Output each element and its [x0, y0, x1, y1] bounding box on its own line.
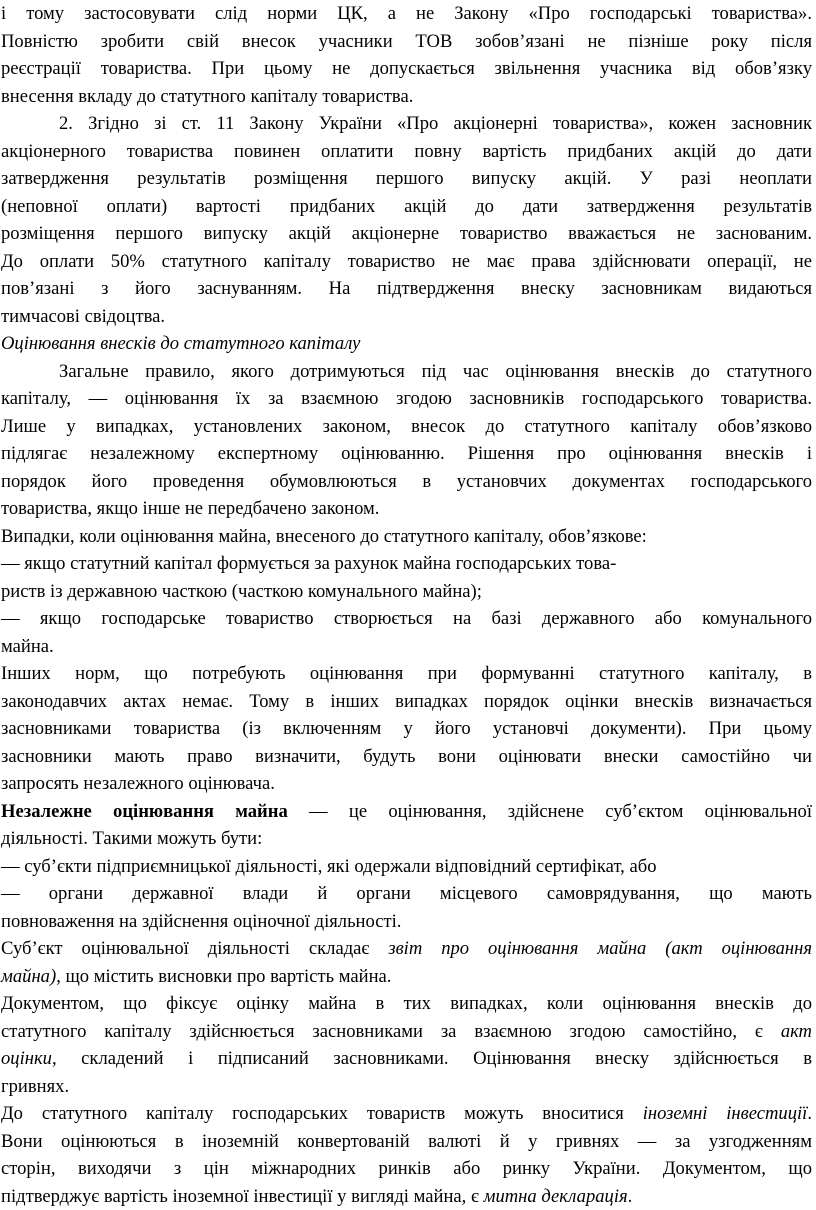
list-item-state-share [1, 550, 812, 605]
italic-term: звіт про оцінювання майна (акт оцінювання [388, 938, 812, 959]
paragraph-other-norms [1, 660, 812, 798]
text-span: статутного капіталу здійснюється засновниками за взаємною згодою самостійно, є [1, 1021, 781, 1042]
text-line: реєстрації товариства. При цьому не допускається звільнення учасника від обов’язку [1, 55, 812, 83]
text-line [1, 1045, 812, 1073]
text-line: засновники мають право визначити, будуть вони оцінювати внески самостійно чи [1, 743, 812, 771]
text-line: тимчасові свідоцтва. [1, 303, 812, 331]
text-span: Суб’єкт оцінювальної діяльності складає [1, 938, 388, 959]
text-line: розміщення першого випуску акцій акціонерне товариство вважається не заснованим. [1, 220, 812, 248]
text-line: — якщо статутний капітал формується за рахунок майна господарських това- [1, 550, 812, 578]
text-line: Загальне правило, якого дотримуються під час оцінювання внесків до статутного [1, 358, 812, 386]
text-span: , складений і підписаний засновниками. Оцінювання внеску здійснюється в [52, 1048, 812, 1069]
text-line: Вони оцінюються в іноземній конвертованій валюті й у гривнях — за узгодженням [1, 1128, 812, 1156]
italic-term: митна декларація [484, 1186, 628, 1207]
bold-term: Незалежне оцінювання майна [1, 801, 288, 822]
text-line: пов’язані з його заснуванням. На підтвердження внеску засновникам видаються [1, 275, 812, 303]
text-line: засновниками товариства (із включенням у його установчі документи). При цьому [1, 715, 812, 743]
list-item-business-entities: — суб’єкти підприємницької діяльності, які одержали відповідний сертифікат, або [1, 853, 812, 881]
text-line: підлягає незалежному експертному оцінюванню. Рішення про оцінювання внесків і [1, 440, 812, 468]
text-line: сторін, виходячи з цін міжнародних ринків або ринку України. Документом, що [1, 1155, 812, 1183]
italic-term: оцінки [1, 1048, 52, 1069]
text-line [1, 1018, 812, 1046]
text-line: майна. [1, 633, 812, 661]
text-line: 2. Згідно зі ст. 11 Закону України «Про акціонерні товариства», кожен засновник [1, 110, 812, 138]
paragraph-valuation-act [1, 990, 812, 1100]
paragraph-contribution-deadline [1, 0, 812, 110]
text-line: затвердження результатів розміщення першого випуску акцій. У разі неоплати [1, 165, 812, 193]
text-line: внесення вкладу до статутного капіталу товариства. [1, 83, 812, 111]
text-line: гривнях. [1, 1073, 812, 1101]
text-line: Інших норм, що потребують оцінювання при формуванні статутного капіталу, в [1, 660, 812, 688]
text-line: Повністю зробити свій внесок учасники ТОВ зобов’язані не пізніше року після [1, 28, 812, 56]
text-line: — якщо господарське товариство створюється на базі державного або комунального [1, 605, 812, 633]
text-line: Лише у випадках, установлених законом, внесок до статутного капіталу обов’язково [1, 413, 812, 441]
text-line: запросять незалежного оцінювача. [1, 770, 812, 798]
section-heading: Оцінювання внесків до статутного капіталу [1, 330, 812, 358]
text-line: повноваження на здійснення оціночної діяльності. [1, 908, 812, 936]
text-line: До оплати 50% статутного капіталу товариство не має права здійснювати операції, не [1, 248, 812, 276]
text-span: підтверджує вартість іноземної інвестиції у вигляді майна, є [1, 1186, 484, 1207]
text-span: — це оцінювання, здійснене суб’єктом оцінювальної [288, 801, 812, 822]
text-span: До статутного капіталу господарських товариств можуть вноситися [1, 1103, 643, 1124]
text-line: риств із державною часткою (часткою комунального майна); [1, 578, 812, 606]
text-line [1, 1100, 812, 1128]
text-span: , що містить висновки про вартість майна. [56, 966, 391, 987]
text-line: Документом, що фіксує оцінку майна в тих випадках, коли оцінювання внесків до [1, 990, 812, 1018]
text-line: законодавчих актах немає. Тому в інших випадках порядок оцінки внесків визначається [1, 688, 812, 716]
italic-term: майна) [1, 966, 56, 987]
text-line [1, 963, 812, 991]
text-line [1, 798, 812, 826]
text-line: капіталу, — оцінювання їх за взаємною згодою засновників господарського товариства. [1, 385, 812, 413]
paragraph-foreign-investments [1, 1100, 812, 1210]
paragraph-mandatory-cases: Випадки, коли оцінювання майна, внесеного до статутного капіталу, обов’язкове: [1, 523, 812, 551]
italic-term: акт [781, 1021, 812, 1042]
list-item-state-property [1, 605, 812, 660]
text-line: — органи державної влади й органи місцевого самоврядування, що мають [1, 880, 812, 908]
paragraph-joint-stock-founders [1, 110, 812, 330]
paragraph-valuation-report [1, 935, 812, 990]
list-item-government-bodies [1, 880, 812, 935]
text-line: порядок його проведення обумовлюються в установчих документах господарського [1, 468, 812, 496]
text-span: . [628, 1186, 633, 1207]
text-line: акціонерного товариства повинен оплатити повну вартість придбаних акцій до дати [1, 138, 812, 166]
italic-term: іноземні інвестиції [643, 1103, 808, 1124]
text-line: діяльності. Такими можуть бути: [1, 825, 812, 853]
paragraph-general-rule [1, 358, 812, 523]
text-line: і тому застосовувати слід норми ЦК, а не Закону «Про господарські товариства». [1, 0, 812, 28]
text-line: (неповної оплати) вартості придбаних акцій до дати затвердження результатів [1, 193, 812, 221]
text-line: товариства, якщо інше не передбачено законом. [1, 495, 812, 523]
text-line [1, 1183, 812, 1210]
text-span: . [807, 1103, 812, 1124]
paragraph-independent-valuation [1, 798, 812, 853]
text-line [1, 935, 812, 963]
